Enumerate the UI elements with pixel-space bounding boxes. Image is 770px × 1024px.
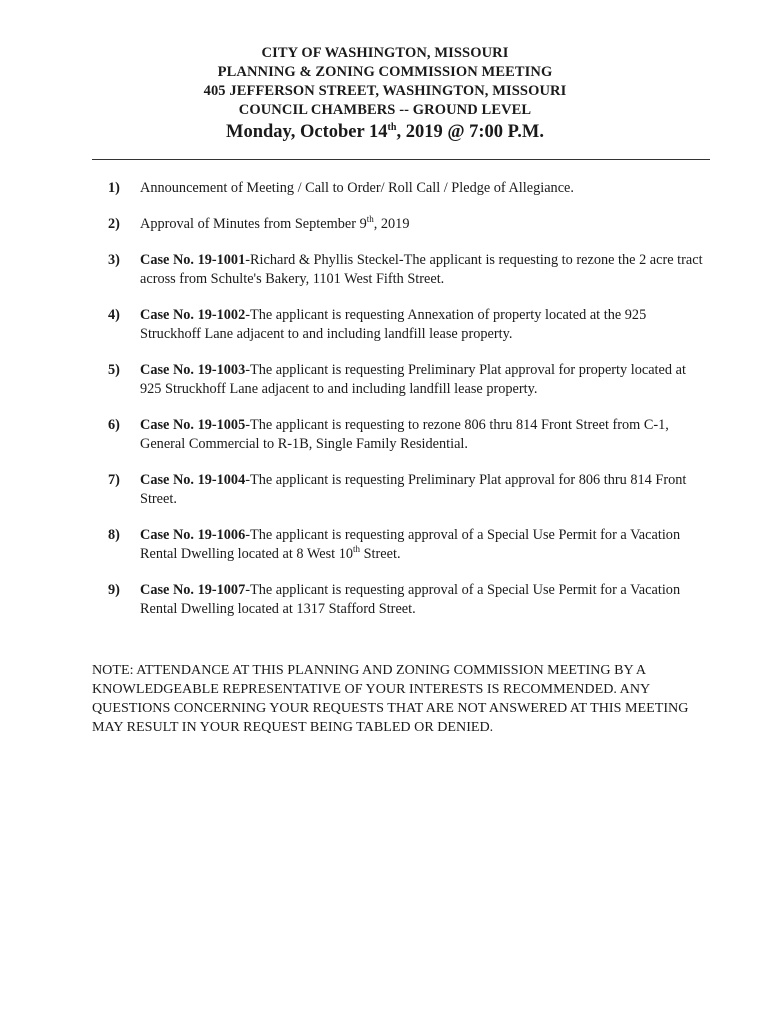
header-address: 405 JEFFERSON STREET, WASHINGTON, MISSOURI: [203, 83, 567, 99]
case-description: -The applicant is requesting to rezone 806 thru 814 Front Street from C-1, General Commercial to R-1B, Single Family Residential.: [140, 417, 669, 452]
agenda-item-number: 9): [108, 582, 120, 598]
agenda-item-number: 8): [108, 527, 120, 543]
agenda-item-text: [140, 362, 686, 397]
document-header: [0, 44, 770, 144]
agenda-item-number: 2): [108, 216, 120, 232]
attendance-note: NOTE: ATTENDANCE AT THIS PLANNING AND ZONING COMMISSION MEETING BY A KNOWLEDGEABLE REPRESENTATIVE OF YOUR INTERESTS IS RECOMMENDED. ANY QUESTIONS CONCERNING YOUR REQUESTS THAT ARE NOT ANSWERED AT THIS MEETING MAY RESULT IN YOUR REQUEST BEING TABLED OR DENIED.: [92, 662, 689, 735]
agenda-item: [108, 215, 708, 234]
case-description: -The applicant is requesting Annexation of property located at the 925 Struckhoff Lane adjacent to and including landfill lease property.: [140, 307, 647, 342]
case-number: Case No. 19-1001: [140, 252, 246, 268]
header-date: [0, 120, 770, 144]
case-number: Case No. 19-1003: [140, 362, 246, 378]
agenda-item-text: Announcement of Meeting / Call to Order/ Roll Call / Pledge of Allegiance.: [140, 180, 574, 196]
agenda-item: [108, 306, 708, 344]
header-location: COUNCIL CHAMBERS -- GROUND LEVEL: [238, 102, 532, 118]
header-city: CITY OF WASHINGTON, MISSOURI: [261, 45, 509, 61]
header-date-prefix: Monday, October 14: [225, 122, 388, 142]
agenda-item-text-main: Approval of Minutes from September 9: [140, 216, 367, 232]
agenda-item-text: [140, 307, 646, 342]
case-number: Case No. 19-1005: [140, 417, 246, 433]
agenda-item: [108, 471, 708, 509]
case-description: -The applicant is requesting approval of a Special Use Permit for a Vacation Rental Dwelling located at 8 West 10: [140, 527, 681, 562]
agenda-item: [108, 179, 708, 198]
agenda-item-sup: th: [353, 544, 361, 555]
agenda-item-number: 3): [108, 252, 120, 268]
agenda-item-text: [140, 582, 680, 617]
agenda-item-number: 5): [108, 362, 120, 378]
case-description: -Richard & Phyllis Steckel-The applicant is requesting to rezone the 2 acre tract across from Schulte's Bakery, 1101 West Fifth Street.: [140, 252, 703, 287]
agenda-item-number: 1): [108, 180, 120, 196]
case-description: -The applicant is requesting approval of a Special Use Permit for a Vacation Rental Dwelling located at 1317 Stafford Street.: [140, 582, 681, 617]
agenda-item: [108, 581, 708, 619]
agenda-item: [108, 251, 708, 289]
agenda-item-number: 7): [108, 472, 120, 488]
agenda-item-text: [140, 252, 703, 287]
agenda-item-text-after: , 2019: [373, 216, 410, 232]
header-date-suffix: , 2019 @ 7:00 P.M.: [396, 122, 544, 142]
agenda-item: [108, 526, 708, 564]
agenda-item-number: 6): [108, 417, 120, 433]
header-meeting: PLANNING & ZONING COMMISSION MEETING: [217, 64, 553, 80]
header-divider: [92, 159, 710, 160]
case-description-after: Street.: [360, 546, 401, 562]
case-description: -The applicant is requesting Preliminary Plat approval for property located at 925 Struckhoff Lane adjacent to and including landfill lease property.: [140, 362, 686, 397]
agenda-item-number: 4): [108, 307, 120, 323]
agenda-item: [108, 416, 708, 454]
agenda-item-text: [140, 472, 686, 507]
case-number: Case No. 19-1006: [140, 527, 246, 543]
agenda-item-text: [140, 417, 669, 452]
case-number: Case No. 19-1007: [140, 582, 246, 598]
agenda-item-text: [140, 216, 409, 232]
case-number: Case No. 19-1004: [140, 472, 246, 488]
agenda-item-text: [140, 527, 680, 562]
case-description: -The applicant is requesting Preliminary Plat approval for 806 thru 814 Front Street.: [140, 472, 687, 507]
agenda-list: [108, 179, 708, 636]
header-date-sup: th: [387, 121, 397, 133]
case-number: Case No. 19-1002: [140, 307, 246, 323]
agenda-item: [108, 361, 708, 399]
agenda-item-sup: th: [366, 214, 374, 225]
